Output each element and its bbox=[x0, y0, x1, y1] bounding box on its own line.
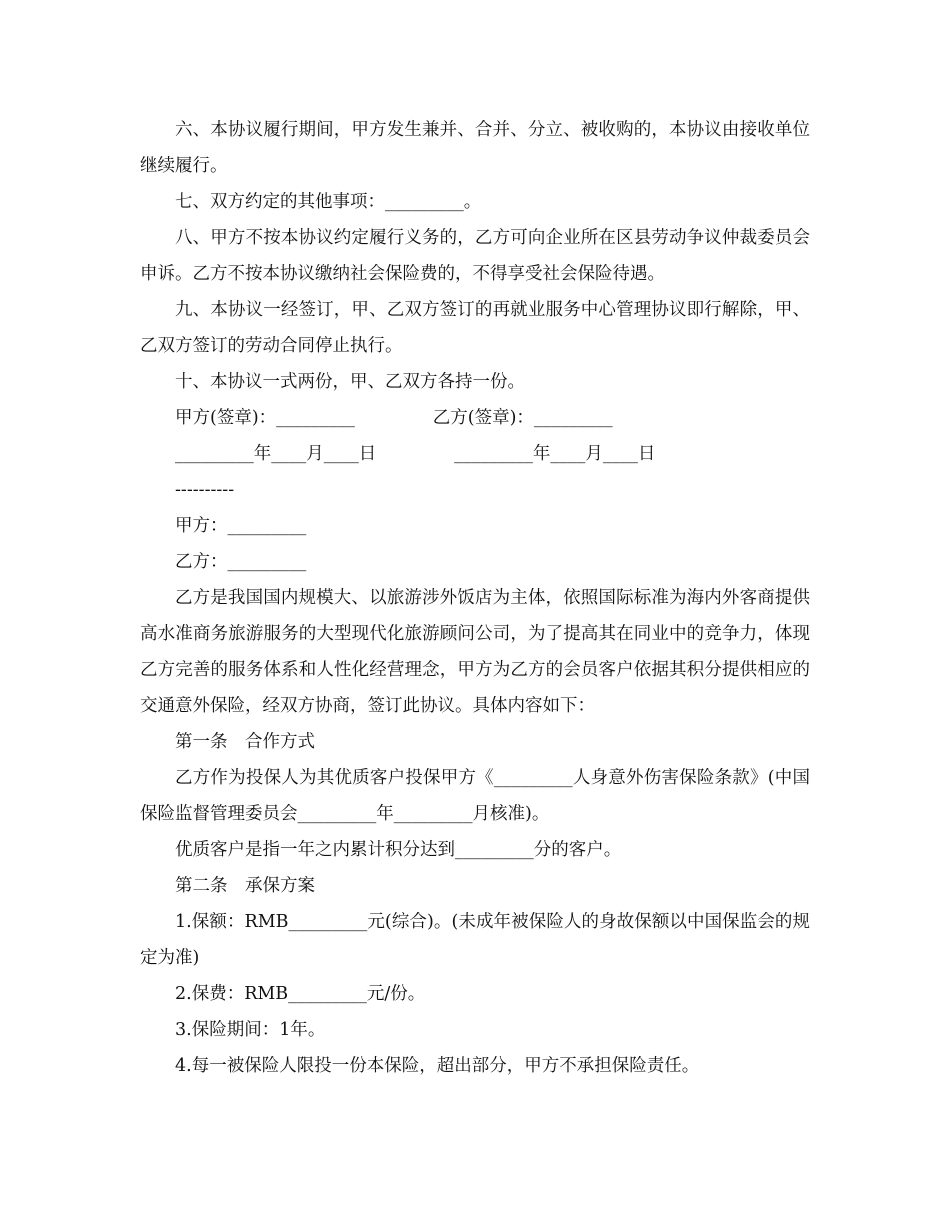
clause-7: 七、双方约定的其他事项：_________。 bbox=[175, 192, 482, 212]
premium-amount: 2.保费：RMB_________元/份。 bbox=[175, 984, 426, 1004]
premium-customer-definition: 优质客户是指一年之内累计积分达到_________分的客户。 bbox=[175, 840, 622, 860]
coverage-amount: 1.保额：RMB_________元(综合)。(未成年被保险人的身故保额以中国保监会的规定为准) bbox=[140, 912, 810, 968]
separator: ---------- bbox=[175, 480, 235, 500]
preamble-paragraph: 乙方是我国国内规模大、以旅游涉外饭店为主体，依照国际标准为海内外客商提供高水准商务旅游服务的大型现代化旅游顾问公司，为了提高其在同业中的竞争力，体现乙方完善的服务体系和人性化经营理念，甲方为乙方的会员客户依据其积分提供相应的交通意外保险，经双方协商，签订此协议。具体内容如下： bbox=[140, 588, 810, 716]
article-1-heading: 第一条 合作方式 bbox=[175, 732, 315, 752]
insurance-period: 3.保险期间：1年。 bbox=[175, 1020, 326, 1040]
clause-8: 八、甲方不按本协议约定履行义务的，乙方可向企业所在区县劳动争议仲裁委员会申诉。乙方不按本协议缴纳社会保险费的，不得享受社会保险待遇。 bbox=[140, 228, 810, 284]
signature-line: 甲方(签章)：_________ 乙方(签章)：_________ bbox=[175, 408, 613, 428]
clause-10: 十、本协议一式两份，甲、乙双方各持一份。 bbox=[175, 372, 525, 392]
article-2-heading: 第二条 承保方案 bbox=[175, 876, 315, 896]
article-1-body: 乙方作为投保人为其优质客户投保甲方《_________人身意外伤害保险条款》(中国保险监督管理委员会_________年_________月核准)。 bbox=[140, 768, 810, 824]
date-line: _________年____月____日 _________年____月____日 bbox=[175, 444, 656, 464]
clause-9: 九、本协议一经签订，甲、乙双方签订的再就业服务中心管理协议即行解除，甲、乙双方签订的劳动合同停止执行。 bbox=[140, 300, 810, 356]
insurance-limit: 4.每一被保险人限投一份本保险，超出部分，甲方不承担保险责任。 bbox=[175, 1056, 700, 1076]
party-a-line: 甲方：_________ bbox=[175, 516, 307, 536]
clause-6: 六、本协议履行期间，甲方发生兼并、合并、分立、被收购的，本协议由接收单位继续履行。 bbox=[140, 120, 810, 176]
document-page bbox=[140, 112, 810, 1084]
party-b-line: 乙方：_________ bbox=[175, 552, 307, 572]
